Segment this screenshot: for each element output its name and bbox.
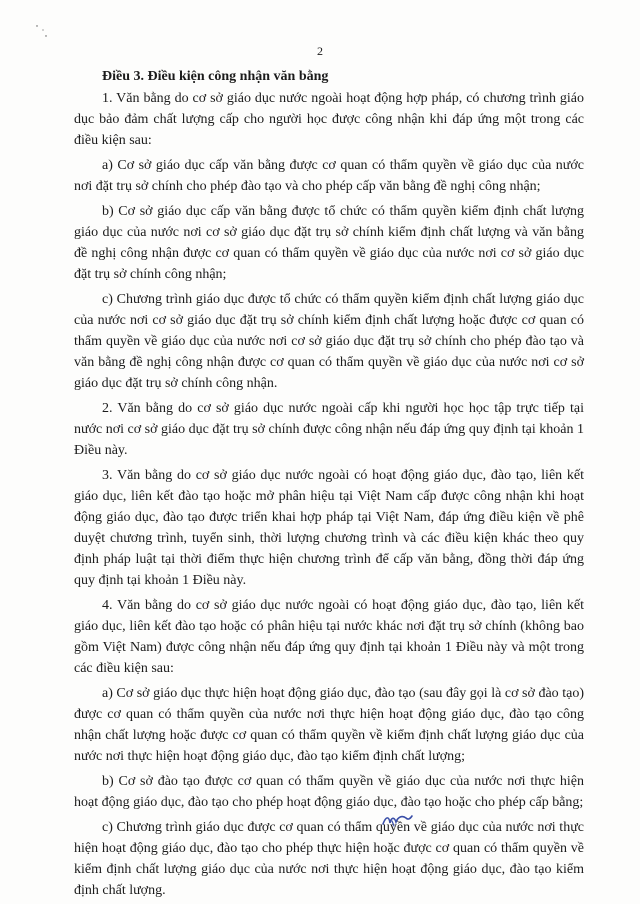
article-heading: Điều 3. Điều kiện công nhận văn bằng [102, 69, 329, 84]
clause-1c: c) Chương trình giáo dục được tổ chức có thẩm quyền kiểm định chất lượng giáo dục của nước nơi cơ sở giáo dục đặt trụ sở chính kiểm định chất lượng hoặc được cơ quan có thẩm quyền về giáo dục của nước nơi cơ sở giáo dục đặt trụ sở chính cho phép đào tạo và văn bằng đề nghị công nhận được cơ quan có thẩm quyền về giáo dục của nước nơi cơ sở giáo dục đặt trụ sở chính công nhận. [74, 292, 584, 391]
signature-initial-icon [380, 810, 414, 830]
clause-1b: b) Cơ sở giáo dục cấp văn bằng được tổ chức có thẩm quyền kiểm định chất lượng giáo dục của nước nơi cơ sở giáo dục đặt trụ sở chính kiểm định chất lượng và văn bằng đề nghị công nhận được cơ quan có thẩm quyền về giáo dục của nước nơi cơ sở giáo dục đặt trụ sở chính công nhận; [74, 204, 584, 282]
document-body [74, 66, 584, 905]
page-number: 2 [317, 44, 323, 58]
scan-specks [34, 24, 50, 40]
clause-2: 2. Văn bằng do cơ sở giáo dục nước ngoài cấp khi người học học tập trực tiếp tại nước nơi cơ sở giáo dục đặt trụ sở chính được công nhận nếu đáp ứng quy định tại khoản 1 Điều này. [74, 401, 584, 458]
clause-1a: a) Cơ sở giáo dục cấp văn bằng được cơ quan có thẩm quyền về giáo dục của nước nơi đặt trụ sở chính cho phép đào tạo và cho phép cấp văn bằng đề nghị công nhận; [74, 158, 584, 194]
clause-4c: c) Chương trình giáo dục được cơ quan có thẩm quyền về giáo dục của nước nơi thực hiện hoạt động giáo dục, đào tạo cho phép thực hiện hoặc được cơ quan có thẩm quyền về kiểm định chất lượng giáo dục của nước nơi thực hiện hoạt động giáo dục, đào tạo kiểm định chất lượng. [74, 820, 584, 898]
clause-4a: a) Cơ sở giáo dục thực hiện hoạt động giáo dục, đào tạo (sau đây gọi là cơ sở đào tạo) được cơ quan có thẩm quyền của nước nơi thực hiện hoạt động giáo dục, đào tạo công nhận chất lượng hoặc được cơ quan có thẩm quyền về kiểm định chất lượng giáo dục của nước nơi thực hiện hoạt động giáo dục, đào tạo kiểm định chất lượng; [74, 686, 584, 764]
clause-4: 4. Văn bằng do cơ sở giáo dục nước ngoài có hoạt động giáo dục, đào tạo, liên kết giáo dục, liên kết đào tạo hoặc có phân hiệu tại nước khác nơi đặt trụ sở chính (không bao gồm Việt Nam) được công nhận nếu đáp ứng quy định tại khoản 1 Điều này và một trong các điều kiện sau: [74, 598, 584, 676]
clause-1: 1. Văn bằng do cơ sở giáo dục nước ngoài hoạt động hợp pháp, có chương trình giáo dục bảo đảm chất lượng cấp cho người học được công nhận khi đáp ứng một trong các điều kiện sau: [74, 91, 584, 148]
clause-4b: b) Cơ sở đào tạo được cơ quan có thẩm quyền về giáo dục của nước nơi thực hiện hoạt động giáo dục, đào tạo cho phép hoạt động giáo dục, đào tạo hoặc cho phép cấp bằng; [74, 774, 584, 810]
clause-3: 3. Văn bằng do cơ sở giáo dục nước ngoài có hoạt động giáo dục, đào tạo, liên kết giáo dục, liên kết đào tạo hoặc mở phân hiệu tại Việt Nam cấp được công nhận khi hoạt động giáo dục, đào tạo được triển khai hợp pháp tại Việt Nam, đáp ứng điều kiện về phê duyệt chương trình, tuyển sinh, thời lượng chương trình và các điều kiện khác theo quy định pháp luật tại thời điểm thực hiện chương trình để cấp văn bằng, đồng thời đáp ứng quy định tại khoản 1 Điều này. [74, 468, 584, 588]
